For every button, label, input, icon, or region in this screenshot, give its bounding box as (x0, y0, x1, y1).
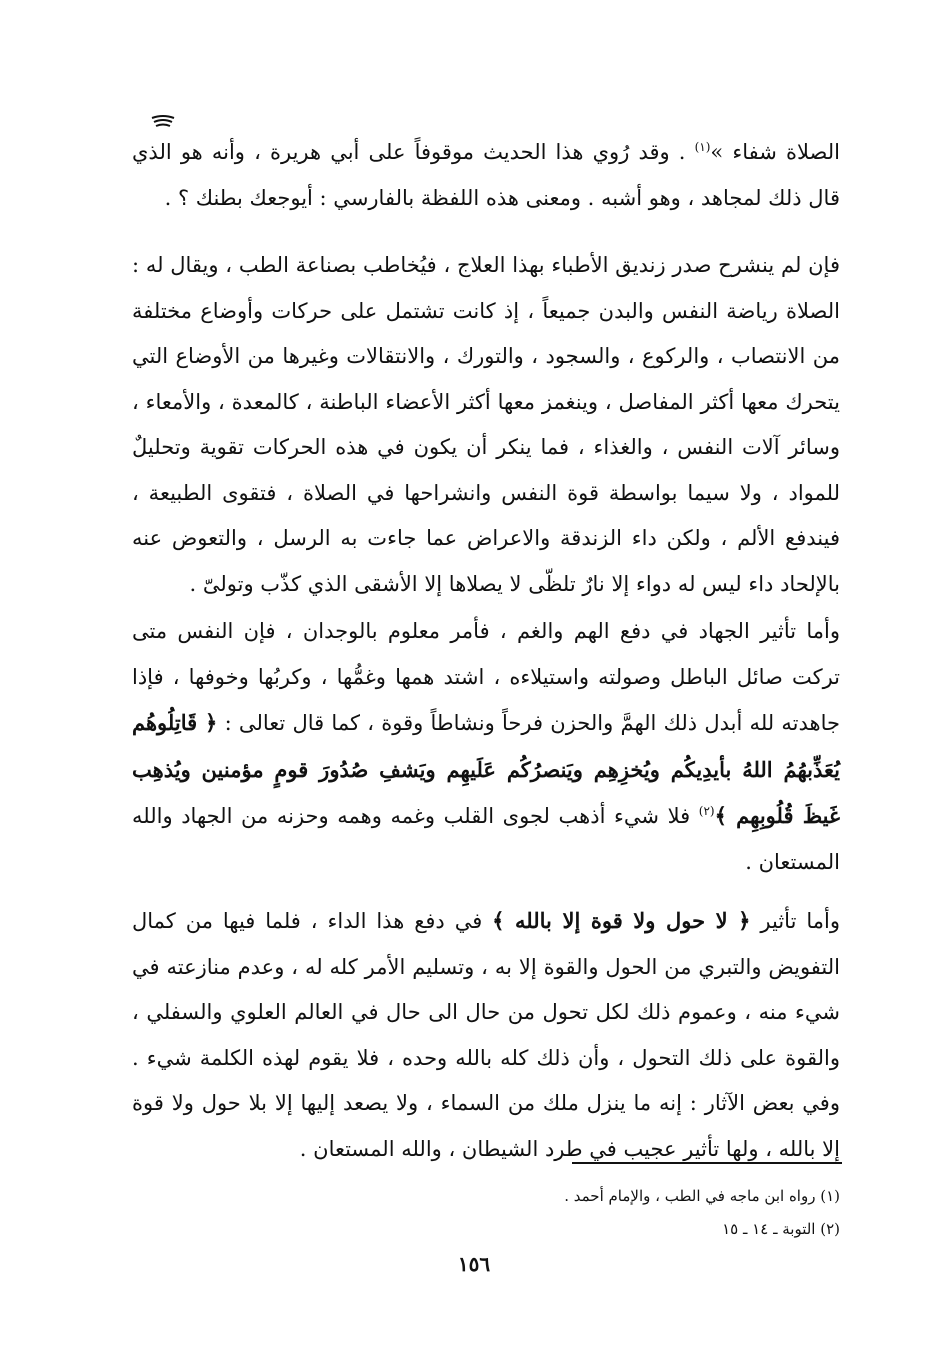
dhikr-phrase: ﴿ لا حول ولا قوة إلا بالله ﴾ (492, 908, 751, 933)
paragraph-4-text-a: وأما تأثير (750, 909, 840, 933)
paragraph-3-text-b: فلا شيء أذهب لجوى القلب وغمه وهمه وحزنه من الجهاد والله المستعان . (132, 804, 840, 874)
paragraph-3-text-a: وأما تأثير الجهاد في دفع الهم والغم ، فأمر معلوم بالوجدان ، فإن النفس متى تركت صائل الباطل وصولته واستيلاءه ، اشتد همها وغمُّها ، وكربُها وخوفها ، فإذا جاهدته لله أبدل ذلك الهمَّ والحزن فرحاً ونشاطاً وقوة ، كما قال تعالى : (132, 619, 841, 735)
paragraph-2-text: فإن لم ينشرح صدر زنديق الأطباء بهذا العلاج ، فيُخاطب بصناعة الطب ، ويقال له : الصلاة رياضة النفس والبدن جميعاً ، إذ كانت تشتمل على حركات وأوضاع مختلفة من الانتصاب ، والركوع ، والسجود ، والتورك ، والانتقالات وغيرها من الأوضاع التي يتحرك معها أكثر المفاصل ، وينغمز معها أكثر الأعضاء الباطنة ، كالمعدة ، والأمعاء ، وسائر آلات النفس ، والغذاء ، فما ينكر أن يكون في هذه الحركات تقوية وتحليلٌ للمواد ، ولا سيما بواسطة قوة النفس وانشراحها في الصلاة ، فتقوى الطبيعة ، فيندفع الألم ، ولكن داء الزندقة والاعراض عما جاءت به الرسل ، والتعوض عنه بالإلحاد داء ليس له دواء إلا نارٌ تلظّى لا يصلاها إلا الأشقى الذي كذّب وتولىّ . (132, 253, 840, 596)
paragraph-1-text-b: . وقد رُوي هذا الحديث موقوفاً على أبي هريرة ، وأنه هو الذي قال ذلك لمجاهد ، وهو أشبه . ومعنى هذه اللفظة بالفارسي : أيوجعك بطنك ؟ . (132, 140, 840, 210)
page-number: ١٥٦ (457, 1252, 491, 1276)
paragraph-1-text-a: الصلاة شفاء » (710, 140, 840, 164)
footnote-divider (572, 1162, 842, 1164)
footnote-ref-1: (١) (694, 140, 711, 154)
paragraph-3 (132, 609, 840, 885)
ornament-icon (150, 112, 176, 130)
paragraph-2 (132, 243, 840, 607)
paragraph-1 (132, 130, 840, 221)
quran-verse: ﴿ قَاتِلُوهُم يُعَذِّبهُمُ اللهُ بأيدِيكُم ويُخزِهِم ويَنصرُكُم عَلَيهِم ويَشفِ صُدُورَ قومٍ مؤمنين ويُذهِب غَيظَ قُلُوبِهِم ﴾ (132, 710, 840, 828)
footnotes (420, 1180, 840, 1246)
footnote-ref-2: (٢) (698, 804, 715, 818)
footnote-2: (٢) التوبة ـ ١٤ ـ ١٥ (722, 1220, 840, 1238)
paragraph-4-text-b: في دفع هذا الداء ، فلما فيها من كمال التفويض والتبري من الحول والقوة إلا به ، وتسليم الأمر كله له ، وعدم منازعته في شيء منه ، وعموم ذلك لكل تحول من حال الى حال في العالم العلوي والسفلي ، والقوة على ذلك التحول ، وأن ذلك كله بالله وحده ، فلا يقوم لهذه الكلمة شيء . وفي بعض الآثار : إنه ما ينزل ملك من السماء ، ولا يصعد إليها إلا بلا حول ولا قوة إلا بالله ، ولها تأثير عجيب في طرد الشيطان ، والله المستعان . (132, 909, 840, 1161)
paragraph-4 (132, 898, 840, 1172)
footnote-1: (١) رواه ابن ماجه في الطب ، والإمام أحمد . (564, 1187, 840, 1205)
